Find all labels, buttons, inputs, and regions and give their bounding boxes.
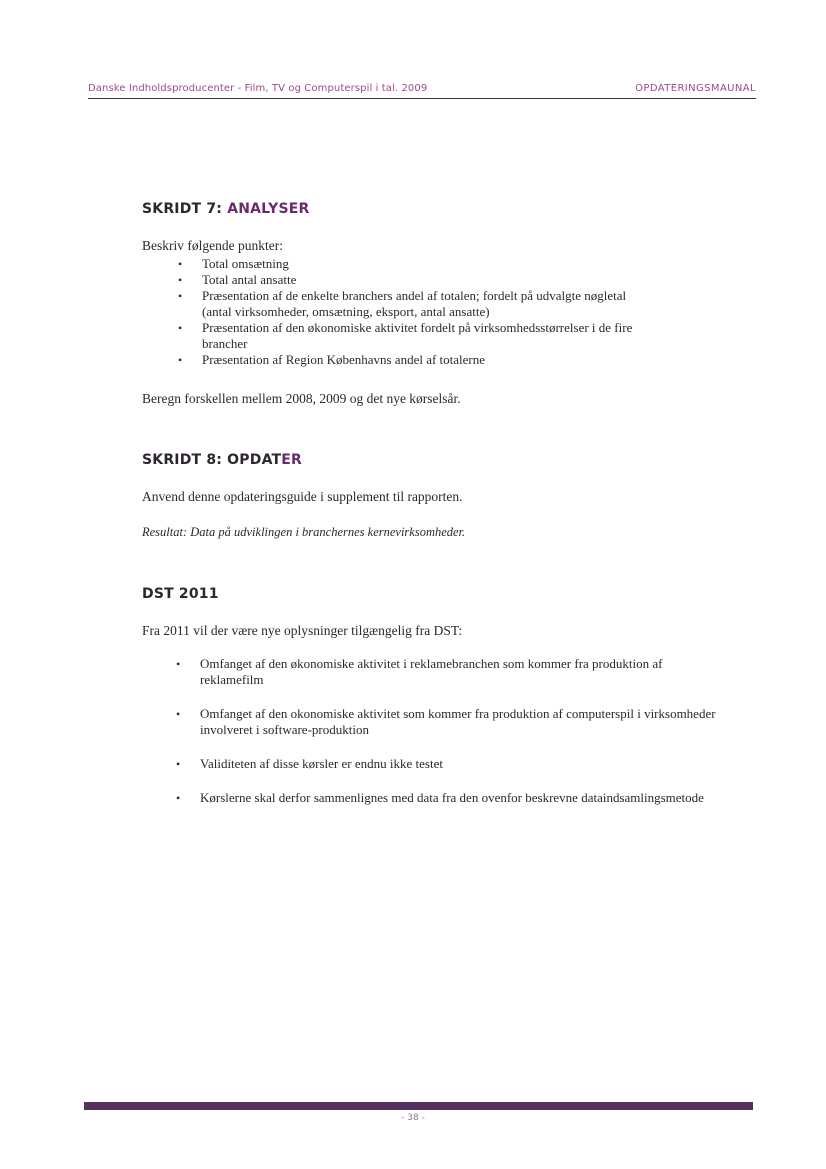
step8-body: Anvend denne opdateringsguide i supplement til rapporten.: [142, 489, 463, 504]
dst-intro: Fra 2011 vil der være nye oplysninger tilgængelig fra DST:: [142, 623, 463, 638]
header-section-title: OPDATERINGSMAUNAL: [635, 83, 756, 94]
header-document-title: Danske Indholdsproducenter - Film, TV og Computerspil i tal. 2009: [88, 83, 428, 94]
list-item: • Omfanget af den okonomiske aktivitet som kommer fra produktion af computerspil i virksomheder involveret i software-produktion: [200, 706, 720, 738]
dst-heading: DST 2011: [142, 586, 219, 602]
step7-intro: Beskriv følgende punkter:: [142, 238, 283, 253]
step8-heading: [142, 452, 302, 468]
step7-heading: [142, 201, 309, 217]
dst-list: [200, 656, 720, 824]
step8-heading-highlight: ER: [281, 452, 303, 468]
header-divider: [88, 98, 756, 99]
list-item: • Validiteten af disse kørsler er endnu ikke testet: [200, 756, 720, 772]
page-header: [88, 83, 756, 103]
list-item: • Total omsætning: [202, 256, 642, 272]
list-item: • Kørslerne skal derfor sammenlignes med data fra den ovenfor beskrevne dataindsamlingsmetode: [200, 790, 720, 806]
footer-bar: [84, 1102, 753, 1110]
step8-heading-prefix: SKRIDT 8: OPDAT: [142, 452, 282, 468]
step7-closing: Beregn forskellen mellem 2008, 2009 og det nye kørselsår.: [142, 391, 461, 406]
list-item: • Omfanget af den økonomiske aktivitet i reklamebranchen som kommer fra produktion af reklamefilm: [200, 656, 720, 688]
step7-heading-highlight: ANALYSER: [227, 201, 310, 217]
list-item: • Præsentation af den økonomiske aktivitet fordelt på virksomhedsstørrelser i de fire brancher: [202, 320, 642, 352]
step7-list: [202, 256, 642, 368]
step8-result: Resultat: Data på udviklingen i branchernes kernevirksomheder.: [142, 525, 466, 539]
list-item: • Total antal ansatte: [202, 272, 642, 288]
page-number: - 38 -: [401, 1113, 425, 1123]
step7-heading-prefix: SKRIDT 7:: [142, 201, 228, 217]
list-item: • Præsentation af Region Københavns andel af totalerne: [202, 352, 642, 368]
list-item: • Præsentation af de enkelte branchers andel af totalen; fordelt på udvalgte nøgletal (antal virksomheder, omsætning, eksport, antal ansatte): [202, 288, 642, 320]
